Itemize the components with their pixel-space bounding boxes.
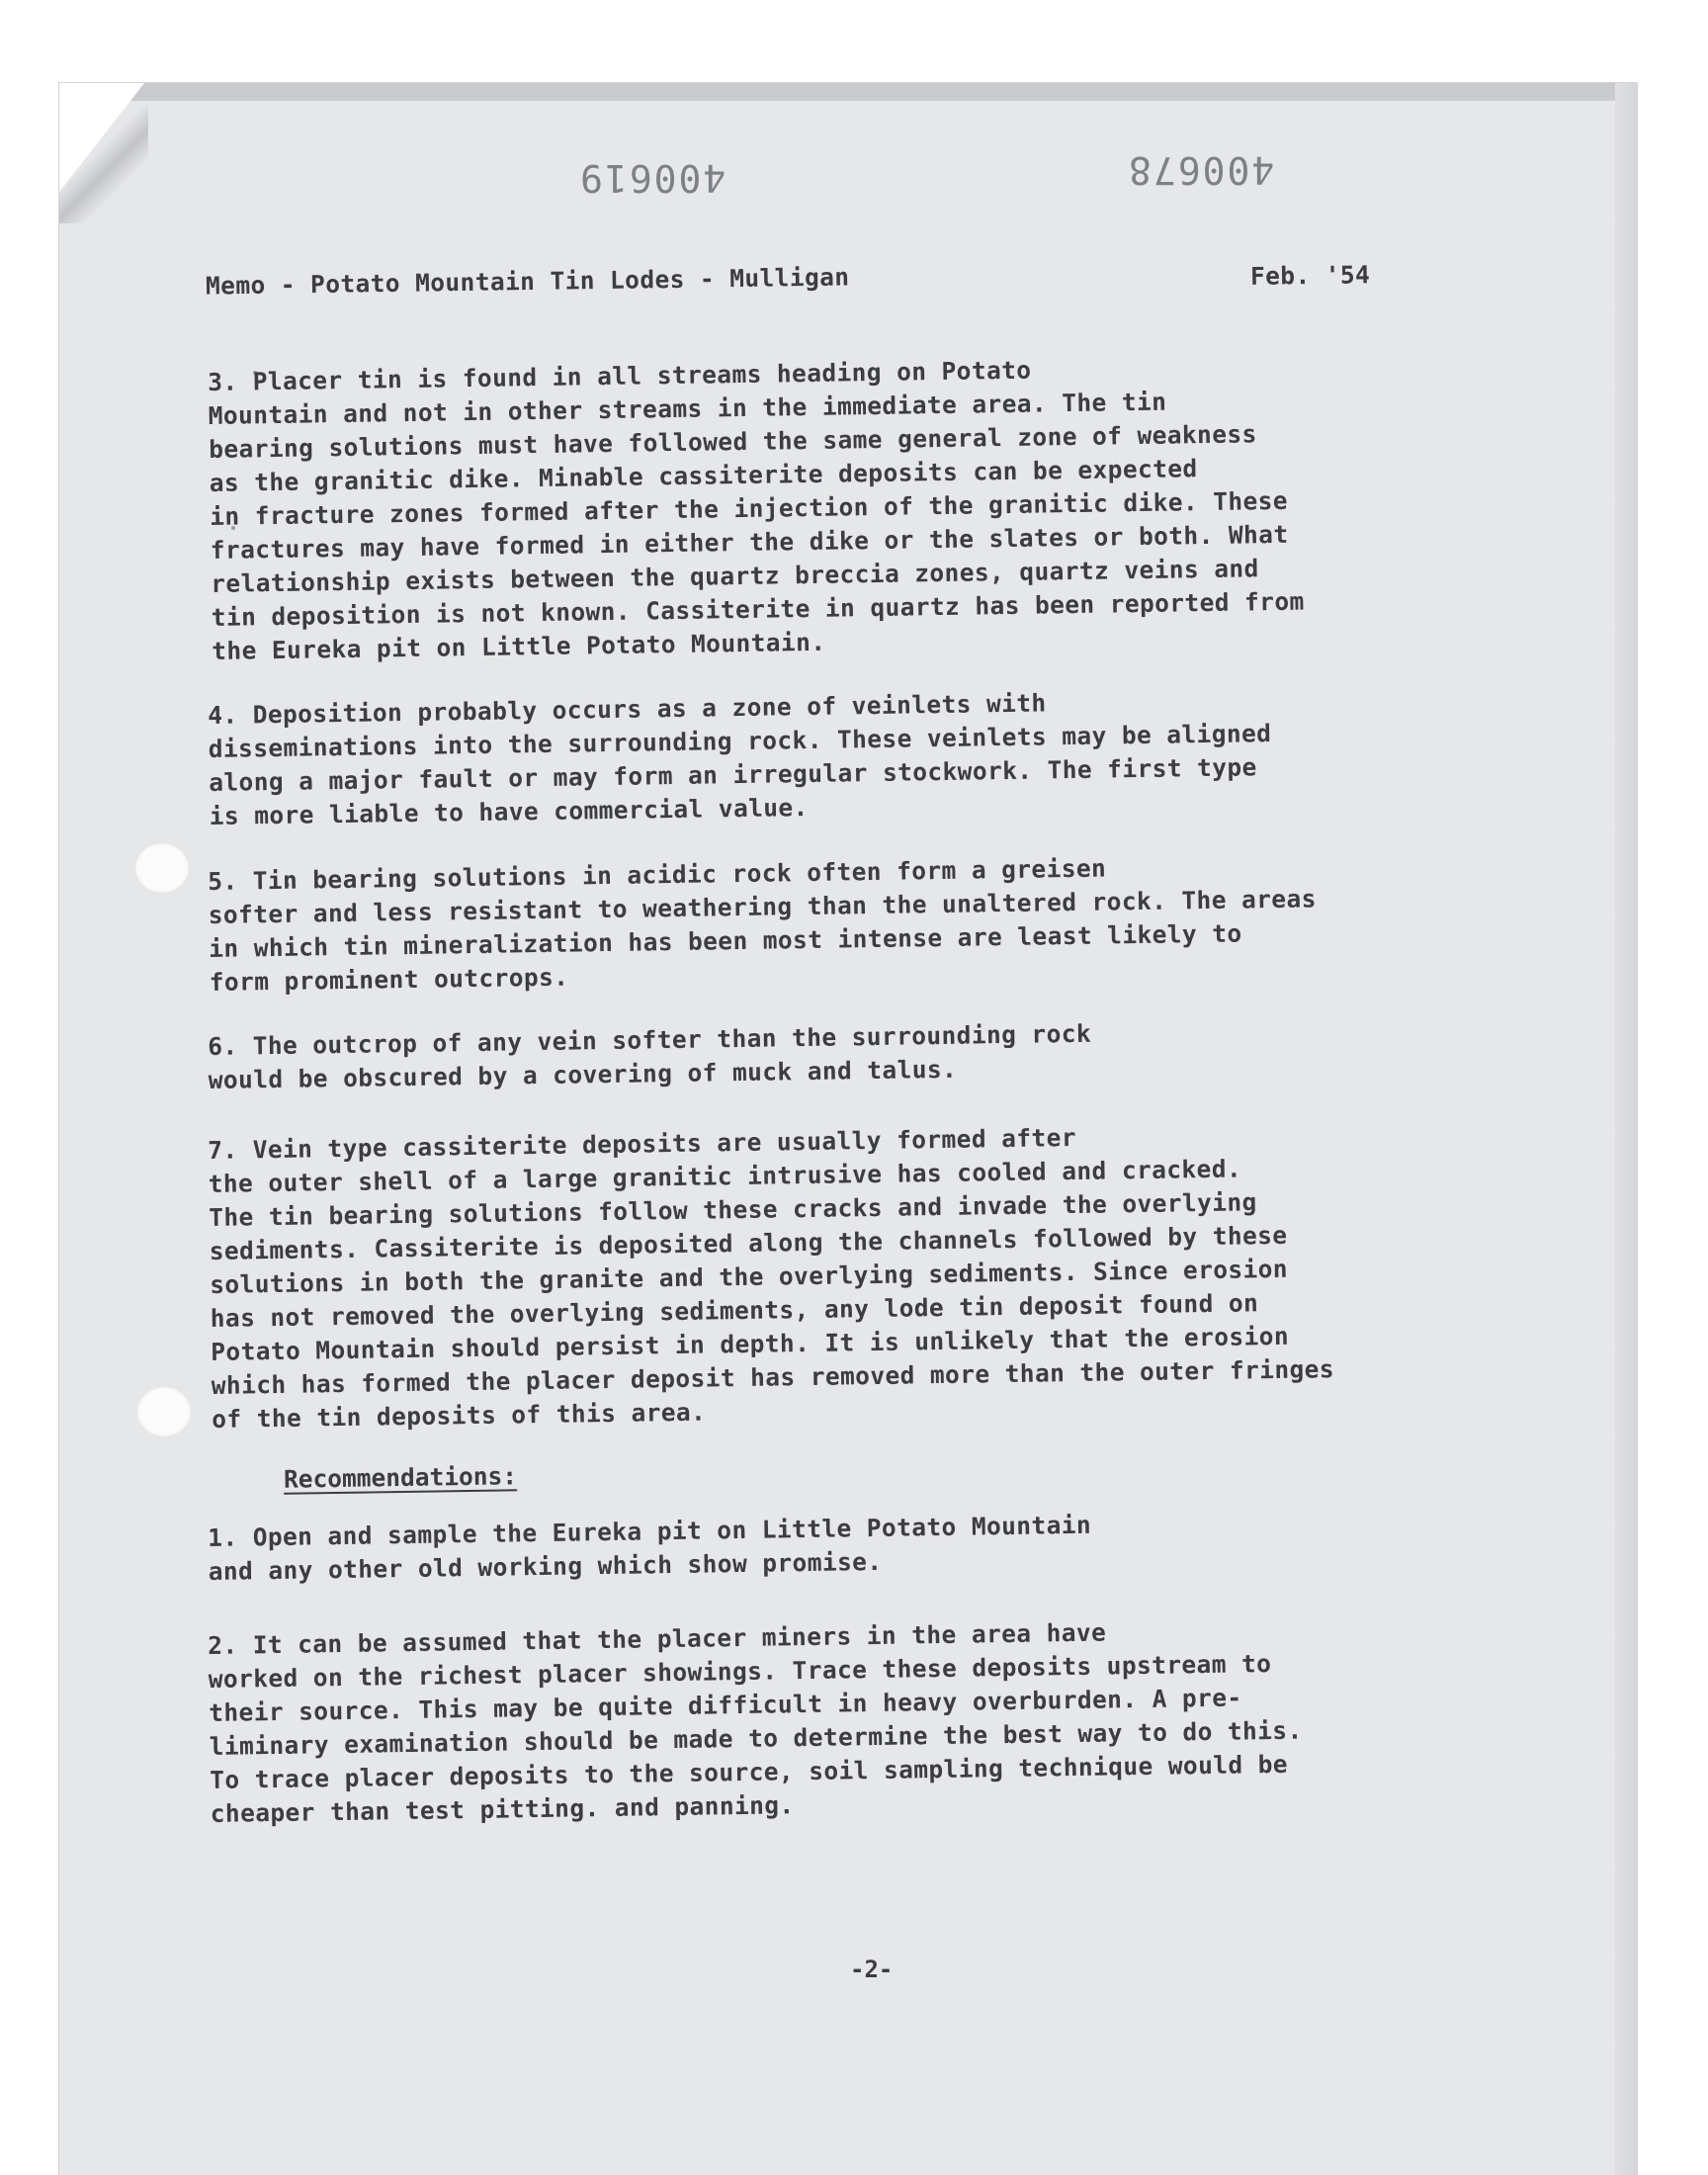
memo-title: Memo - Potato Mountain Tin Lodes - Mulligan — [205, 262, 850, 301]
paragraph-line: the outer shell of a large granitic intrusive has cooled and cracked. — [208, 1154, 1242, 1198]
memo-date: Feb. '54 — [1249, 260, 1371, 291]
paragraph-3 — [208, 346, 1536, 668]
paragraph-line: form prominent outcrops. — [209, 962, 569, 997]
recommendations-heading — [284, 1461, 517, 1493]
paragraph-5 — [208, 845, 1534, 1000]
paragraph-line: The tin bearing solutions follow these cracks and invade the overlying — [209, 1187, 1257, 1232]
paragraph-line: their source. This may be quite difficult in heavy overburden. A pre- — [209, 1683, 1242, 1727]
paragraph-line: has not removed the overlying sediments, any lode tin deposit found on — [210, 1288, 1259, 1333]
document-stamp-right: 400678 — [1127, 148, 1275, 192]
paragraph-line: 5. Tin bearing solutions in acidic rock often form a greisen — [208, 853, 1107, 896]
page-number: -2- — [850, 1956, 894, 1983]
paragraph-line: 1. Open and sample the Eureka pit on Little Potato Mountain — [208, 1510, 1092, 1552]
punch-hole-lower — [136, 1386, 192, 1437]
paragraph-line: in fracture zones formed after the injection of the granitic dike. These — [210, 485, 1289, 531]
paragraph-line: would be obscured by a covering of muck and talus. — [208, 1054, 958, 1094]
paragraph-line: the Eureka pit on Little Potato Mountain. — [212, 627, 826, 665]
punch-hole-upper — [134, 842, 190, 894]
fold-shadow — [59, 105, 148, 223]
paragraph-line: of the tin deposits of this area. — [212, 1397, 707, 1434]
paragraph-7 — [208, 1114, 1536, 1436]
paragraph-line: relationship exists between the quartz breccia zones, quartz veins and — [211, 554, 1259, 598]
paragraph-line: 3. Placer tin is found in all streams heading on Potato — [208, 355, 1032, 396]
paragraph-line: and any other old working which show promise. — [208, 1546, 883, 1586]
paragraph-line: Mountain and not in other streams in the immediate area. The tin — [208, 387, 1167, 430]
paragraph-line: liminary examination should be made to determine the best way to do this. — [209, 1715, 1303, 1761]
paragraph-line: 6. The outcrop of any vein softer than the surrounding rock — [208, 1018, 1092, 1061]
paragraph-line: solutions in both the granite and the overlying sediments. Since erosion — [210, 1254, 1289, 1299]
recommendations-heading-text: Recommendations: — [283, 1461, 518, 1494]
paragraph-4 — [208, 679, 1534, 833]
paragraph-line: disseminations into the surrounding rock. These veinlets may be aligned — [208, 719, 1272, 763]
paragraph-line: bearing solutions must have followed the same general zone of weakness — [209, 419, 1257, 464]
page-edge — [1615, 83, 1637, 2175]
recommendation-2 — [208, 1610, 1535, 1831]
paragraph-line: softer and less resistant to weathering than the unaltered rock. The areas — [208, 884, 1317, 929]
paragraph-line: tin deposition is not known. Cassiterite in quartz has been reported from — [211, 586, 1305, 632]
paragraph-line: 2. It can be assumed that the placer miners in the area have — [208, 1617, 1107, 1660]
paragraph-line: in which tin mineralization has been most intense are least likely to — [209, 918, 1242, 963]
paragraph-line: is more liable to have commercial value. — [209, 792, 809, 830]
paragraph-line: To trace placer deposits to the source, soil sampling technique would be — [210, 1749, 1289, 1794]
paragraph-line: 4. Deposition probably occurs as a zone of veinlets with — [208, 688, 1047, 730]
document-stamp-left: 400619 — [578, 156, 726, 200]
paragraph-line: which has formed the placer deposit has removed more than the outer fringes — [211, 1354, 1335, 1400]
paragraph-line: sediments. Cassiterite is deposited along the channels followed by these — [209, 1220, 1288, 1265]
paragraph-line: worked on the richest placer showings. Trace these deposits upstream to — [208, 1649, 1272, 1694]
paragraph-line: along a major fault or may form an irregular stockwork. The first type — [209, 752, 1257, 797]
paragraph-line: fractures may have formed in either the dike or the slates or both. What — [210, 519, 1289, 565]
paragraph-line: as the granitic dike. Minable cassiterite deposits can be expected — [209, 454, 1198, 497]
paragraph-line: 7. Vein type cassiterite deposits are usually formed after — [208, 1122, 1077, 1165]
paragraph-line: cheaper than test pitting. and panning. — [210, 1790, 795, 1828]
paragraph-line: Potato Mountain should persist in depth. It is unlikely that the erosion — [211, 1321, 1290, 1366]
